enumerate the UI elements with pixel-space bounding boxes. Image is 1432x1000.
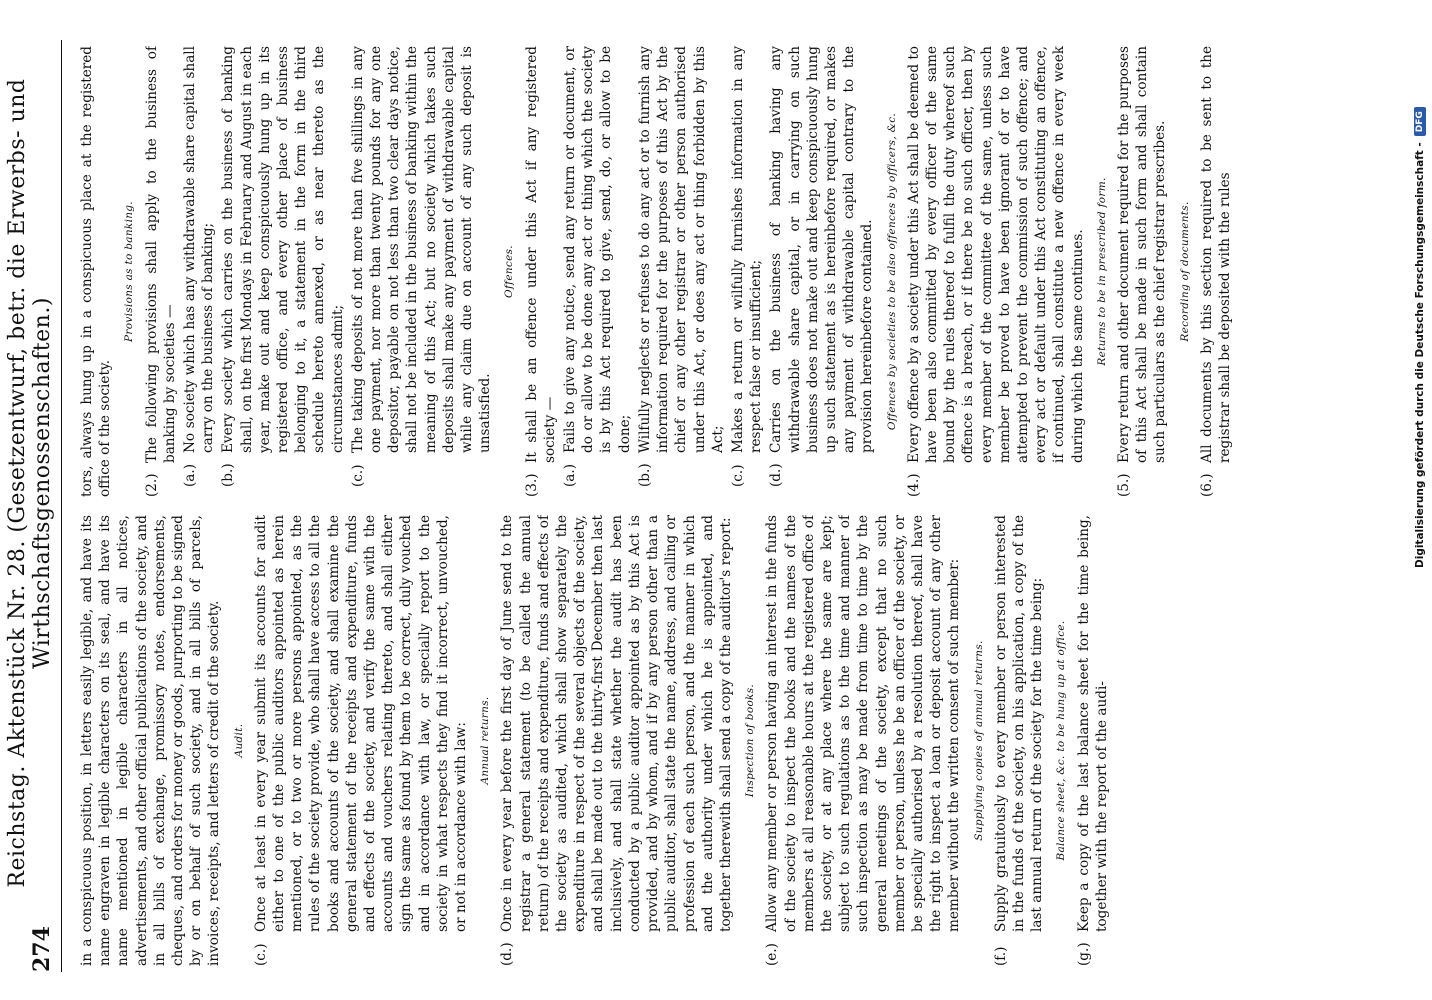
stamp-caption: Digitalisierung gefördert durch die Deutsche Forschungsgemeinschaft - xyxy=(1414,142,1426,568)
clause-text: Makes a return or wilfully furnishes information in any respect false or insufficient; xyxy=(729,46,765,453)
page-header xyxy=(5,40,62,972)
clause-3c xyxy=(729,46,765,497)
section-text: It shall be an offence under this Act if any registered society — xyxy=(523,46,558,463)
clause-2c xyxy=(349,46,495,497)
running-title: Reichstag. Aktenstück Nr. 28. (Gesetzentwurf, betr. die Erwerbs- und Wirthschaftsgenossenschaften.) xyxy=(5,78,55,888)
clause-label: (d.) xyxy=(499,942,516,966)
clause-label: (b.) xyxy=(220,463,237,487)
clause-label: (c.) xyxy=(252,943,269,966)
clause-3a xyxy=(561,46,634,497)
caption-officers: Offences by societies to be also offences by officers, &c. xyxy=(885,112,898,431)
clause-label: (f.) xyxy=(992,946,1009,966)
clause-g xyxy=(1075,515,1111,966)
caption-offences: Offences. xyxy=(503,245,516,298)
clause-2b xyxy=(219,46,346,497)
section-label: (3.) xyxy=(523,473,540,497)
clause-label: (c.) xyxy=(349,464,366,487)
clause-text: Once in every year before the first day of June send to the registrar a general statement (to be called the annual return) of the receipts and expenditure, funds and effects of the society as audited, which shall show separately the expenditure in respect of the several objects of the society, and shall be made out to the thirty-first December then last inclusively, and shall state whether the audit has been conducted by a public auditor appointed as by this Act is provided, and by whom, and if by any person other than a public auditor, shall state the name, address, and calling or profession of each such person, and the manner in which and the authority under which he is appointed, and together therewith shall send a copy of the auditor's report: xyxy=(499,515,734,932)
clause-c xyxy=(252,515,470,966)
dfg-logo: DFG xyxy=(1414,107,1426,136)
section-label: (4.) xyxy=(905,473,922,497)
section-3 xyxy=(523,46,559,497)
digitisation-stamp xyxy=(1408,8,1432,568)
section-2 xyxy=(143,46,179,497)
section-5 xyxy=(1115,46,1170,497)
clause-text: Allow any member or person having an interest in the funds of the society to inspect the books and the names of the members at all reasonable hours at the registered office of the society, or at any place where the same are kept; subject to such regulations as to the time and manner of such inspection as may be made from time to time by the general meetings of the society, except that no such member or person, unless he be an officer of the society, or be specially authorised by a resolution thereof, shall have the right to inspect a loan or deposit account of any other member without the written consent of such member: xyxy=(764,515,963,932)
clause-3b xyxy=(636,46,727,497)
right-column xyxy=(78,46,1402,497)
clause-label: (g.) xyxy=(1075,942,1092,966)
section-4 xyxy=(905,46,1087,497)
caption-banking: Provisions as to banking. xyxy=(123,201,136,342)
clause-label: (a.) xyxy=(562,463,579,487)
section-label: (5.) xyxy=(1115,473,1132,497)
section-text: Every return and other document required for the purposes of this Act shall be made in such form and shall contain such particulars as the chief registrar prescribes. xyxy=(1115,46,1169,463)
clause-text: No society which has any withdrawable share capital shall carry on the business of banking; xyxy=(182,46,217,453)
caption-recording: Recording of documents. xyxy=(1178,201,1191,342)
caption-inspection: Inspection of books. xyxy=(744,683,757,798)
left-column xyxy=(78,515,1402,966)
caption-annual-returns: Annual returns. xyxy=(479,696,492,785)
clause-2a xyxy=(181,46,217,497)
clause-label: (d.) xyxy=(768,463,785,487)
clause-text: Carries on the business of banking having any withdrawable share capital, or in carrying on such business does not make out and keep conspicuously hung up such statement as is hereinbefore required, or makes any payment of withdrawable capital contrary to the provision hereinbefore contained. xyxy=(768,46,876,453)
section-6 xyxy=(1198,46,1234,497)
clause-text: Once at least in every year submit its accounts for audit either to one of the public auditors appointed as herein mentioned, or to two or more persons appointed, as the rules of the society provide, who shall have access to all the books and accounts of the society, and shall examine the general statement of the receipts and expenditure, funds and effects of the society, and verify the same with the accounts and vouchers relating thereto, and shall either sign the same as found by them to be correct, duly vouched and in accordance with law, or specially report to the society in what respects they find it incorrect, unvouched, or not in accordance with law: xyxy=(252,515,470,932)
clause-label: (a.) xyxy=(182,463,199,487)
caption-supply: Supplying copies of annual returns. xyxy=(972,640,985,841)
clause-label: (c.) xyxy=(729,464,746,487)
clause-label: (e.) xyxy=(764,943,781,966)
clause-3d xyxy=(767,46,876,497)
stamp-text-row xyxy=(1408,8,1432,568)
clause-e xyxy=(763,515,963,966)
text-columns xyxy=(78,46,1402,966)
clause-text: Keep a copy of the last balance sheet for the time being, together with the report of the audi- xyxy=(1075,515,1110,932)
clause-d xyxy=(498,515,735,966)
caption-audit: Audit. xyxy=(232,723,245,758)
left-intro-paragraph: in a conspicuous position, in letters easily legible, and have its name engraven in legible characters on its seal, and have its name mentioned in legible characters in all notices, advertisements, and other official publications of the society, and in all bills of exchange, promissory notes, endorsements, cheques, and orders for money or goods, purporting to be signed by or on behalf of such society, and in all bills of parcels, invoices, receipts, and letters of credit of the society. xyxy=(79,515,223,966)
clause-text: Wilfully neglects or refuses to do any act or to furnish any information required for the purposes of this Act by the chief or any other registrar or other person authorised under this Act, or does any act or thing forbidden by this Act; xyxy=(636,46,726,453)
clause-label: (b.) xyxy=(636,463,653,487)
right-intro-paragraph: tors, always hung up in a conspicuous place at the registered office of the society. xyxy=(79,46,114,497)
clause-text: Supply gratuitously to every member or person interested in the funds of the society, on his application, a copy of the last annual return of the society for the time being: xyxy=(992,515,1046,932)
clause-text: Every society which carries on the business of banking shall, on the first Mondays in February and August in each year, make out and keep conspicuously hung up in its registered office, and every other place of business belonging to it, a statement in the form in the third schedule hereto annexed, or as near thereto as the circumstances admit; xyxy=(220,46,346,453)
section-label: (6.) xyxy=(1198,473,1215,497)
clause-text: Fails to give any notice, send any return or document, or do or allow to be done any act or thing which the society is by this Act required to give, send, do, or allow to be done; xyxy=(562,46,633,453)
caption-returns-form: Returns to be in prescribed form. xyxy=(1095,177,1108,366)
page-number: 274 xyxy=(29,926,55,972)
clause-f xyxy=(992,515,1047,966)
section-text: All documents by this section required to be sent to the registrar shall be deposited with the rules xyxy=(1198,46,1233,463)
caption-balance-sheet: Balance sheet, &c. to be hung up at office. xyxy=(1055,620,1068,861)
clause-text: The taking deposits of not more than five shillings in any one payment, nor more than twenty pounds for any one depositor, payable on not less than two clear days notice, shall not be included in the business of banking within the meaning of this Act; but no society which takes such deposits shall make any payment of withdrawable capital while any claim due on account of any such deposit is unsatisfied. xyxy=(349,46,494,453)
section-text: The following provisions shall apply to the business of banking by societies — xyxy=(143,46,178,463)
section-label: (2.) xyxy=(143,473,160,497)
section-text: Every offence by a society under this Act shall be deemed to have been also committed by every officer of the same bound by the rules thereof to fulfil the duty whereof such offence is a breach, or if there be no such officer, then by every member of the committee of the same, unless such member be proved to have been ignorant of or to have attempted to prevent the commission of such offence; and every act or default under this Act constituting an offence, if continued, shall constitute a new offence in every week during which the same continues. xyxy=(905,46,1086,463)
